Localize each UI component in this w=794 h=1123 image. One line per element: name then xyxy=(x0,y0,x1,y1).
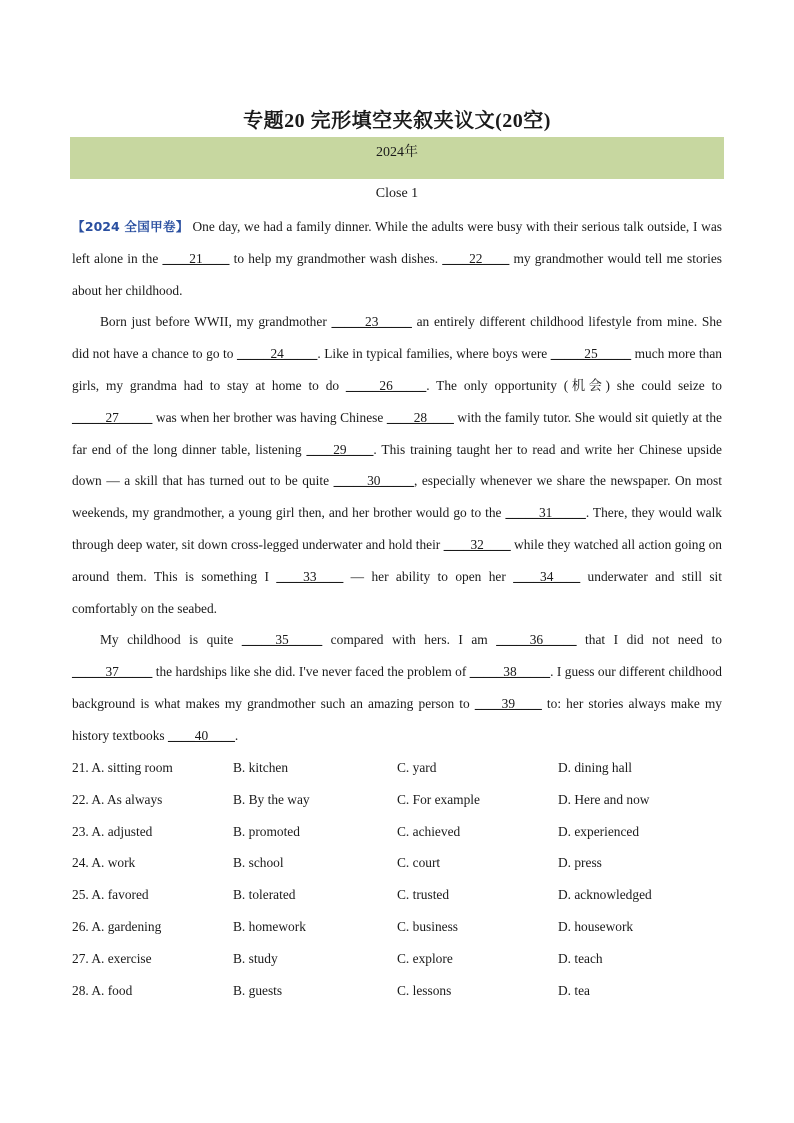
option-row-22 xyxy=(72,784,722,816)
blank-36: _____36_____ xyxy=(496,632,577,648)
blank-27: _____27_____ xyxy=(72,409,153,425)
option-c: C. achieved xyxy=(397,823,461,839)
section-label: Close 1 xyxy=(375,186,419,201)
passage-text: while they watched all action going on around them. This is something I xyxy=(72,536,722,584)
answer-options xyxy=(72,752,722,1006)
option-c: C. business xyxy=(397,918,459,934)
option-d: D. teach xyxy=(558,950,603,966)
blank-40: ____40____ xyxy=(167,727,235,743)
option-d: D. Here and now xyxy=(558,791,650,807)
passage-text: much more than girls, my grandma had to stay at home to do xyxy=(72,346,722,393)
passage-text: One day, we had a family dinner. While the adults were busy with their serious talk outside, I was left alone in the xyxy=(72,219,722,266)
blank-29: ____29____ xyxy=(306,441,374,457)
passage-text: . xyxy=(234,727,239,743)
blank-22: ____22____ xyxy=(442,250,510,266)
passage-text: — her ability to open her xyxy=(343,568,514,584)
passage-text: . This training taught her to read and write her Chinese upside down — a skill that has turned out to be quite xyxy=(72,441,722,489)
blank-34: ____34____ xyxy=(513,568,581,584)
option-a: 28. A. food xyxy=(72,982,133,998)
option-c: C. trusted xyxy=(397,887,450,903)
option-c: C. lessons xyxy=(397,982,452,998)
option-d: D. dining hall xyxy=(558,760,633,775)
option-b: B. study xyxy=(233,950,278,966)
passage-text: my grandmother would tell me stories about her childhood. xyxy=(72,250,722,298)
source-tag: 【2024 全国甲卷】 xyxy=(72,219,189,234)
passage-text: that I did not need to xyxy=(576,632,722,648)
option-d: D. housework xyxy=(558,918,634,934)
option-b: B. tolerated xyxy=(233,887,296,903)
passage-text: was when her brother was having Chinese xyxy=(152,409,387,425)
blank-33: ____33____ xyxy=(276,568,344,584)
option-a: 24. A. work xyxy=(72,855,136,871)
blank-26: _____26_____ xyxy=(345,377,427,393)
passage-text: , especially whenever we share the newspaper. On most weekends, my grandmother, a young girl then, and her brother would go to the xyxy=(72,473,722,521)
passage-text: . There, they would walk through deep water, sit down cross-legged underwater and hold their xyxy=(72,505,722,552)
passage-text: underwater and still sit comfortably on the seabed. xyxy=(72,568,722,616)
blank-21: ____21____ xyxy=(162,250,230,266)
blank-28: ____28____ xyxy=(386,409,454,425)
paragraph-2 xyxy=(72,306,722,624)
option-row-24 xyxy=(72,847,722,879)
option-d: D. acknowledged xyxy=(558,887,652,903)
option-c: C. explore xyxy=(397,950,453,966)
passage-text: to: her stories always make my history textbooks xyxy=(72,695,722,743)
option-row-23 xyxy=(72,816,722,848)
blank-30: _____30_____ xyxy=(333,473,414,489)
year-label: 2024年 xyxy=(376,145,418,160)
option-row-25 xyxy=(72,879,722,911)
blank-38: _____38_____ xyxy=(469,664,551,680)
option-d: D. experienced xyxy=(558,823,640,839)
passage-text: . I guess our different childhood background is what makes my grandmother such an amazing person to xyxy=(72,664,723,711)
option-a: 21. A. sitting room xyxy=(72,760,173,775)
option-c: C. yard xyxy=(397,760,437,775)
option-b: B. promoted xyxy=(233,823,300,839)
blank-23: _____23_____ xyxy=(331,314,412,330)
passage-text: compared with hers. I am xyxy=(322,632,497,648)
blank-37: _____37_____ xyxy=(72,664,153,680)
option-b: B. kitchen xyxy=(233,760,289,775)
passage-text: . The only opportunity (机会) she could seize to xyxy=(426,377,722,393)
option-d: D. tea xyxy=(558,982,590,998)
option-a: 27. A. exercise xyxy=(72,950,152,966)
blank-32: ____32____ xyxy=(443,536,511,552)
blank-35: _____35_____ xyxy=(241,632,323,648)
option-c: C. court xyxy=(397,855,441,871)
option-row-27 xyxy=(72,943,722,975)
option-row-26 xyxy=(72,911,722,943)
option-row-21 xyxy=(72,752,722,784)
option-b: B. homework xyxy=(233,918,306,934)
blank-31: _____31_____ xyxy=(505,505,586,521)
option-a: 26. A. gardening xyxy=(72,918,162,934)
passage-text: the hardships like she did. I've never faced the problem of xyxy=(152,664,470,680)
blank-24: _____24_____ xyxy=(237,346,318,362)
option-a: 23. A. adjusted xyxy=(72,823,153,839)
paragraph-3 xyxy=(72,624,722,751)
blank-39: ____39____ xyxy=(474,695,542,711)
option-d: D. press xyxy=(558,855,602,871)
page-title: 专题20 完形填空夹叙夹议文(20空) xyxy=(243,110,551,132)
passage-text: an entirely different childhood lifestyle from mine. She did not have a chance to go to xyxy=(72,314,722,362)
option-b: B. school xyxy=(233,855,284,871)
passage-text: to help my grandmother wash dishes. xyxy=(229,250,443,266)
option-a: 22. A. As always xyxy=(72,791,163,807)
passage-text: . Like in typical families, where boys were xyxy=(317,346,551,362)
option-c: C. For example xyxy=(397,791,480,807)
option-row-28 xyxy=(72,975,722,1007)
option-a: 25. A. favored xyxy=(72,887,149,903)
blank-25: _____25_____ xyxy=(550,346,632,362)
option-b: B. By the way xyxy=(233,791,310,807)
cloze-passage xyxy=(72,211,722,752)
option-b: B. guests xyxy=(233,982,283,998)
passage-text: Born just before WWII, my grandmother xyxy=(100,314,332,330)
passage-text: My childhood is quite xyxy=(100,632,242,648)
passage-text: with the family tutor. She would sit quietly at the far end of the long dinner table, listening xyxy=(72,409,722,457)
paragraph-1 xyxy=(72,211,722,306)
